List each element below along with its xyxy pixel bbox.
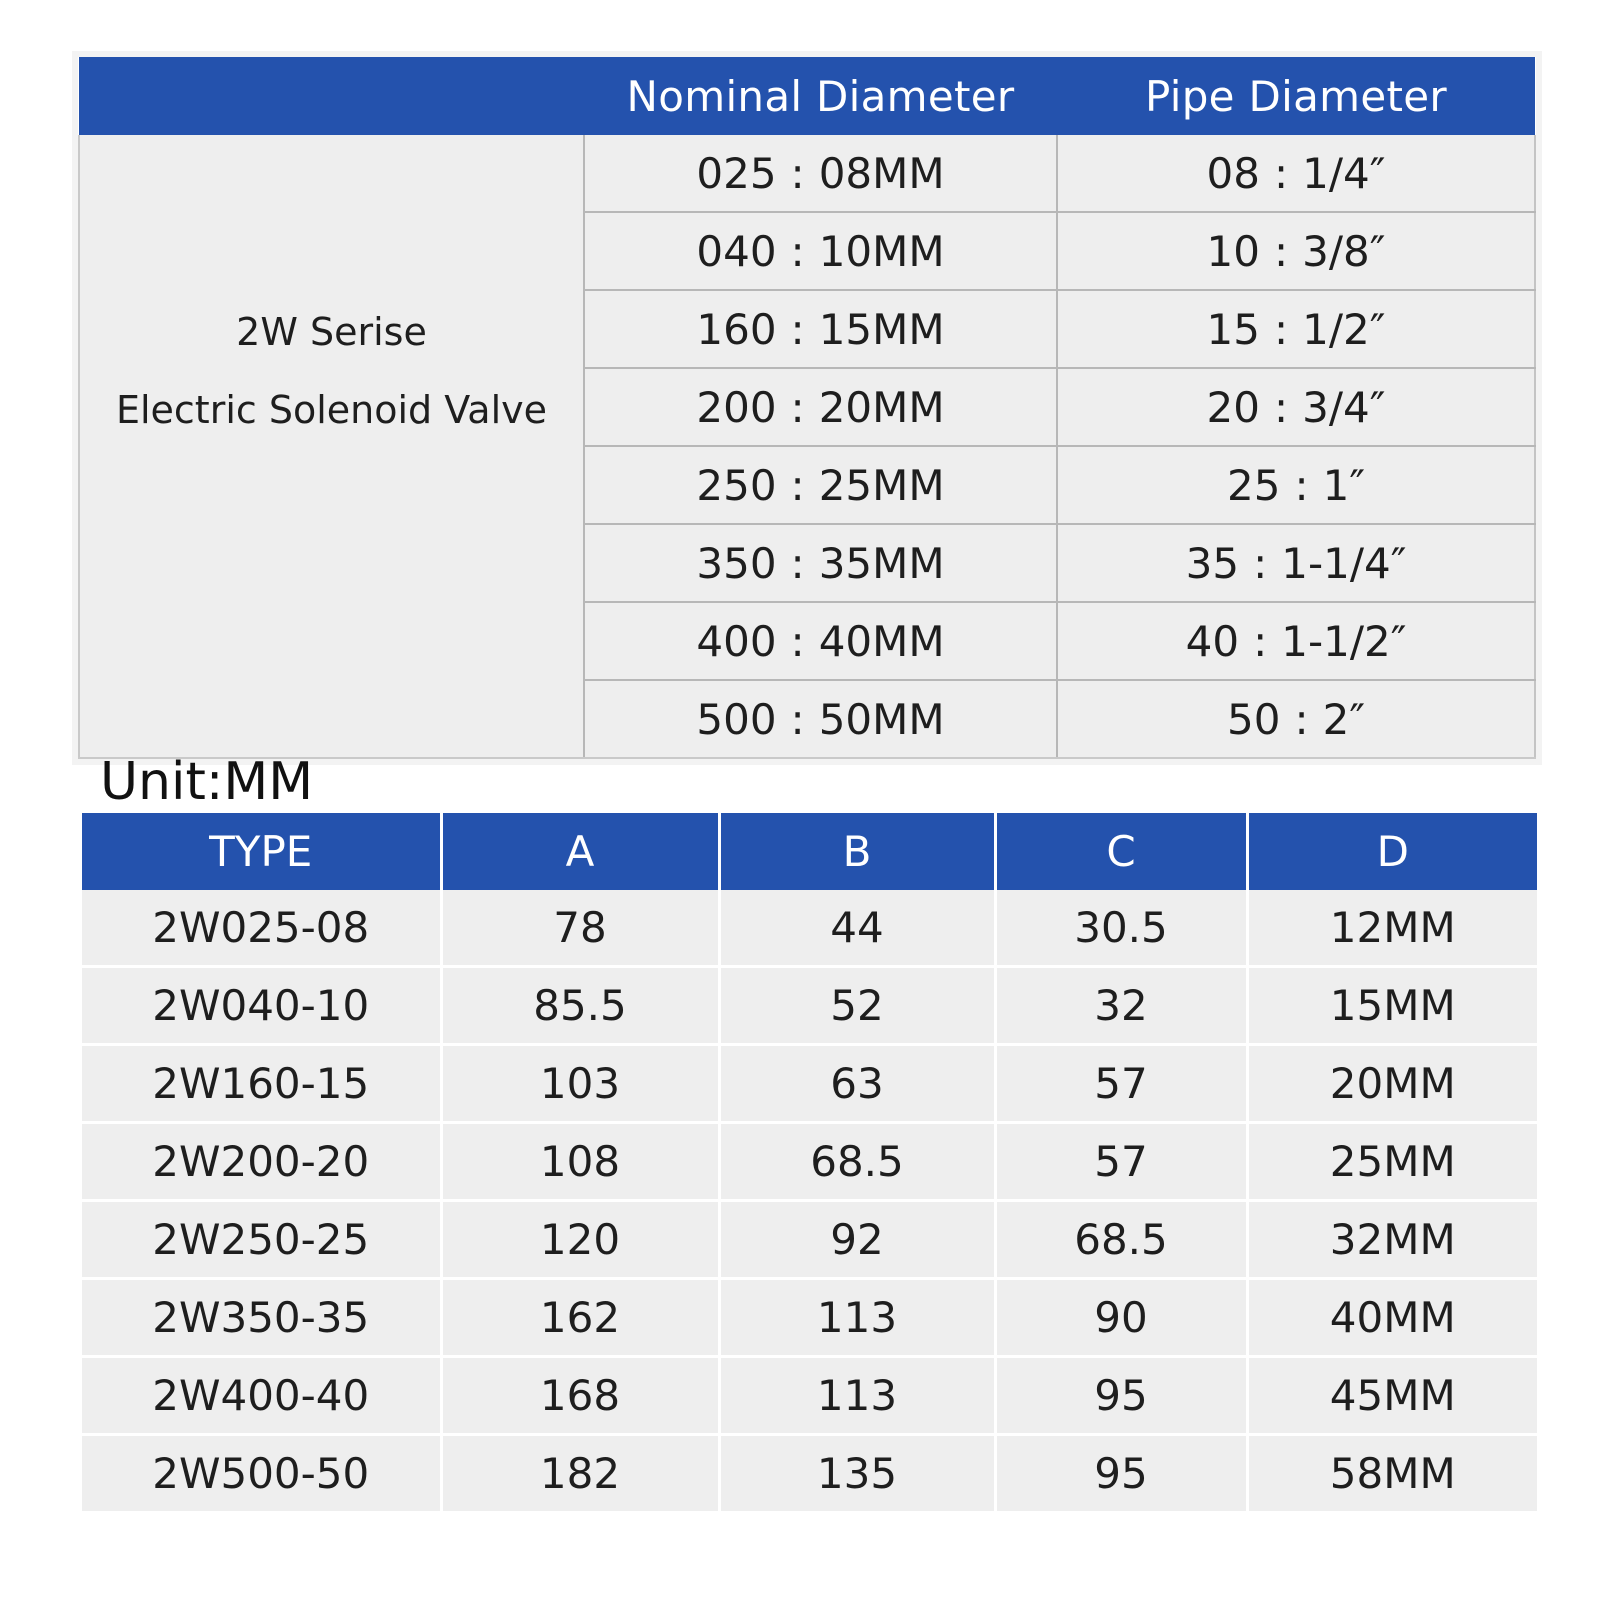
separator-colon: : [790, 226, 805, 276]
nominal-diameter-cell-size: 35MM [818, 538, 945, 588]
nominal-diameter-cell-size: 20MM [818, 382, 945, 432]
header-blank-cell [79, 57, 584, 135]
nominal-diameter-cell-code: 350 [696, 538, 777, 588]
nominal-diameter-cell-size: 15MM [818, 304, 945, 354]
nominal-diameter-cell-code: 160 [696, 304, 777, 354]
type-cell: 2W350-35 [82, 1279, 441, 1357]
pipe-diameter-cell [1057, 368, 1535, 446]
nominal-diameter-cell-code: 025 [696, 148, 777, 198]
dim-d-cell: 15MM [1247, 967, 1537, 1045]
dim-d-cell: 25MM [1247, 1123, 1537, 1201]
separator-colon: : [1253, 538, 1268, 588]
dim-a-cell: 85.5 [441, 967, 719, 1045]
valve-size-row [79, 135, 1535, 212]
dimension-table [82, 813, 1537, 1511]
nominal-diameter-cell-code: 500 [696, 694, 777, 744]
table-row [82, 1045, 1537, 1123]
separator-colon: : [790, 148, 805, 198]
pipe-diameter-cell-size: 1/2″ [1302, 304, 1386, 354]
pipe-diameter-cell-size: 1-1/2″ [1281, 616, 1407, 666]
dim-b-cell: 113 [719, 1357, 995, 1435]
dim-a-cell: 78 [441, 890, 719, 967]
pipe-diameter-cell [1057, 290, 1535, 368]
type-cell: 2W025-08 [82, 890, 441, 967]
dimension-header-row [82, 813, 1537, 890]
dim-d-cell: 12MM [1247, 890, 1537, 967]
series-label-cell [79, 135, 584, 758]
separator-colon: : [790, 304, 805, 354]
pipe-diameter-cell-code: 50 [1226, 694, 1281, 744]
dim-c-cell: 95 [995, 1435, 1247, 1512]
nominal-diameter-cell-size: 25MM [818, 460, 945, 510]
valve-size-table-body [79, 57, 1535, 758]
dim-b-cell: 44 [719, 890, 995, 967]
type-cell: 2W160-15 [82, 1045, 441, 1123]
dim-a-cell: 182 [441, 1435, 719, 1512]
series-name: 2W Serise [236, 310, 427, 354]
dim-a-cell: 120 [441, 1201, 719, 1279]
nominal-diameter-cell [584, 524, 1057, 602]
dim-d-cell: 20MM [1247, 1045, 1537, 1123]
separator-colon: : [790, 382, 805, 432]
nominal-diameter-cell-code: 400 [696, 616, 777, 666]
pipe-diameter-cell [1057, 446, 1535, 524]
pipe-diameter-cell-size: 2″ [1322, 694, 1366, 744]
separator-colon: : [1253, 616, 1268, 666]
pipe-diameter-cell-code: 10 [1206, 226, 1260, 276]
separator-colon: : [1274, 304, 1289, 354]
pipe-diameter-cell [1057, 212, 1535, 290]
pipe-diameter-cell-code: 25 [1226, 460, 1281, 510]
dim-a-cell: 103 [441, 1045, 719, 1123]
separator-colon: : [1294, 694, 1309, 744]
pipe-diameter-cell-code: 35 [1185, 538, 1240, 588]
table-row [82, 890, 1537, 967]
pipe-diameter-cell-code: 15 [1206, 304, 1260, 354]
header-a: A [441, 813, 719, 890]
table-row [82, 1123, 1537, 1201]
pipe-diameter-cell-code: 20 [1206, 382, 1260, 432]
dim-b-cell: 63 [719, 1045, 995, 1123]
dim-d-cell: 40MM [1247, 1279, 1537, 1357]
pipe-diameter-cell-code: 40 [1185, 616, 1240, 666]
valve-size-header-row [79, 57, 1535, 135]
dim-c-cell: 30.5 [995, 890, 1247, 967]
separator-colon: : [790, 616, 805, 666]
separator-colon: : [1294, 460, 1309, 510]
nominal-diameter-cell-code: 250 [696, 460, 777, 510]
separator-colon: : [1274, 148, 1289, 198]
nominal-diameter-cell-size: 10MM [818, 226, 945, 276]
separator-colon: : [790, 460, 805, 510]
dim-b-cell: 135 [719, 1435, 995, 1512]
type-cell: 2W040-10 [82, 967, 441, 1045]
dim-b-cell: 113 [719, 1279, 995, 1357]
dim-b-cell: 92 [719, 1201, 995, 1279]
pipe-diameter-cell-size: 1-1/4″ [1281, 538, 1407, 588]
nominal-diameter-cell-code: 040 [696, 226, 777, 276]
type-cell: 2W500-50 [82, 1435, 441, 1512]
nominal-diameter-cell-size: 50MM [818, 694, 945, 744]
dim-b-cell: 68.5 [719, 1123, 995, 1201]
nominal-diameter-cell [584, 680, 1057, 758]
header-type: TYPE [82, 813, 441, 890]
table-row [82, 1357, 1537, 1435]
pipe-diameter-cell-size: 3/8″ [1302, 226, 1386, 276]
pipe-diameter-cell [1057, 602, 1535, 680]
header-b: B [719, 813, 995, 890]
type-cell: 2W250-25 [82, 1201, 441, 1279]
dim-d-cell: 32MM [1247, 1201, 1537, 1279]
series-description: Electric Solenoid Valve [115, 388, 548, 432]
separator-colon: : [1274, 226, 1289, 276]
dim-c-cell: 57 [995, 1045, 1247, 1123]
dim-c-cell: 32 [995, 967, 1247, 1045]
header-d: D [1247, 813, 1537, 890]
pipe-diameter-cell [1057, 135, 1535, 212]
dim-c-cell: 90 [995, 1279, 1247, 1357]
dim-c-cell: 57 [995, 1123, 1247, 1201]
dim-b-cell: 52 [719, 967, 995, 1045]
header-pipe-diameter: Pipe Diameter [1057, 57, 1535, 135]
table-row [82, 967, 1537, 1045]
nominal-diameter-cell-size: 08MM [818, 148, 945, 198]
pipe-diameter-cell [1057, 680, 1535, 758]
dim-c-cell: 95 [995, 1357, 1247, 1435]
table-row [82, 1279, 1537, 1357]
dim-a-cell: 162 [441, 1279, 719, 1357]
nominal-diameter-cell-code: 200 [696, 382, 777, 432]
type-cell: 2W400-40 [82, 1357, 441, 1435]
table-row [82, 1201, 1537, 1279]
nominal-diameter-cell [584, 135, 1057, 212]
dim-d-cell: 58MM [1247, 1435, 1537, 1512]
separator-colon: : [790, 694, 805, 744]
pipe-diameter-cell-size: 1″ [1322, 460, 1366, 510]
dim-c-cell: 68.5 [995, 1201, 1247, 1279]
pipe-diameter-cell-code: 08 [1206, 148, 1260, 198]
nominal-diameter-cell [584, 446, 1057, 524]
dim-d-cell: 45MM [1247, 1357, 1537, 1435]
nominal-diameter-cell [584, 602, 1057, 680]
separator-colon: : [790, 538, 805, 588]
nominal-diameter-cell [584, 290, 1057, 368]
pipe-diameter-cell-size: 1/4″ [1302, 148, 1386, 198]
pipe-diameter-cell [1057, 524, 1535, 602]
dimension-table-body [82, 890, 1537, 1511]
nominal-diameter-cell-size: 40MM [818, 616, 945, 666]
separator-colon: : [1274, 382, 1289, 432]
table-row [82, 1435, 1537, 1512]
pipe-diameter-cell-size: 3/4″ [1302, 382, 1386, 432]
nominal-diameter-cell [584, 368, 1057, 446]
nominal-diameter-cell [584, 212, 1057, 290]
type-cell: 2W200-20 [82, 1123, 441, 1201]
unit-label: Unit:MM [100, 752, 314, 812]
dim-a-cell: 108 [441, 1123, 719, 1201]
valve-size-table [78, 57, 1536, 759]
header-nominal-diameter: Nominal Diameter [584, 57, 1057, 135]
dim-a-cell: 168 [441, 1357, 719, 1435]
header-c: C [995, 813, 1247, 890]
